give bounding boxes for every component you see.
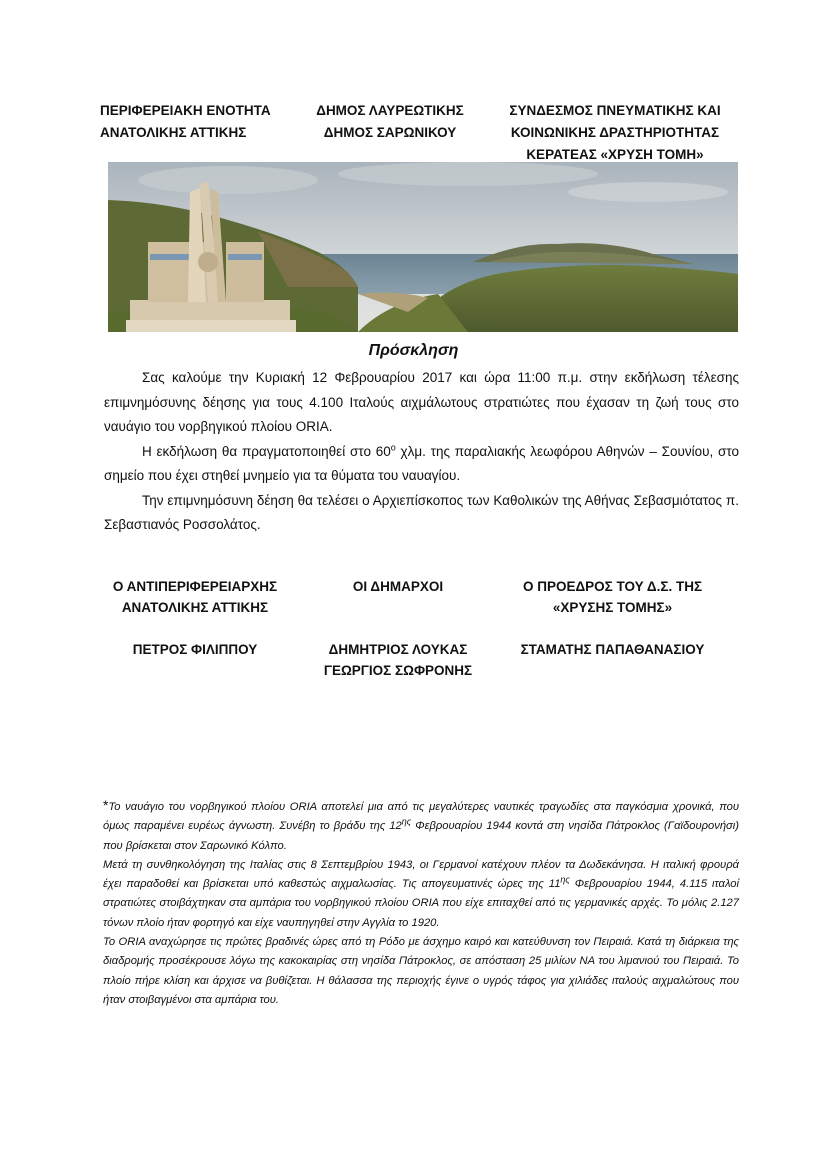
signature-middle-name-2: ΓΕΩΡΓΙΟΣ ΣΩΦΡΟΝΗΣ	[323, 663, 473, 678]
footnote-paragraph-1	[103, 796, 739, 856]
body-paragraph-1: Σας καλούμε την Κυριακή 12 Φεβρουαρίου 2017 και ώρα 11:00 π.μ. στην εκδήλωση τέλεσης επιμνημόσυνης δέησης για τους 4.100 Ιταλούς αιχμάλωτους στρατιώτες που έχασαν τη ζωή τους στο ναυάγιο του νορβηγικού πλοίου ORIA.	[104, 370, 739, 434]
historical-footnote	[103, 796, 739, 1010]
header-left-line-1: ΠΕΡΙΦΕΡΕΙΑΚΗ ΕΝΟΤΗΤΑ	[100, 103, 271, 118]
signature-right-title-2: «ΧΡΥΣΗΣ ΤΟΜΗΣ»	[552, 600, 673, 615]
footnote-p1-start: Το ναυάγιο του νορβηγικού πλοίου ORIA αποτελεί μια από τις μεγαλύτερες ναυτικές τραγωδίες στα παγκόσμια χρονικά, που όμως παραμένει ευρέως άγνωστη. Συνέβη το βράδυ της 12	[103, 801, 739, 833]
footnote-paragraph-3: Το ORIA αναχώρησε τις πρώτες βραδινές ώρες από τη Ρόδο με άσχημο καιρό και κατεύθυνση τον Πειραιά. Κατά τη διάρκεια της διαδρομής προσέκρουσε λόγω της κακοκαιρίας στη νησίδα Πάτροκλος, σε απόσταση 25 μιλίων ΝΑ του λιμανιού του Πειραιά. Το πλοίο πήρε κλίση και άρχισε να βυθίζεται. Η θάλασσα της περιοχής έγινε ο υγρός τάφος για χιλιάδες ιταλούς αιχμαλώτους που ήταν στοιβαγμένοι στα αμπάρια του.	[103, 936, 739, 1006]
header-middle-line-2: ΔΗΜΟΣ ΣΑΡΩΝΙΚΟΥ	[323, 125, 457, 140]
signature-right-name: ΣΤΑΜΑΤΗΣ ΠΑΠΑΘΑΝΑΣΙΟΥ	[520, 642, 705, 657]
footnote-p1-superscript: ης	[401, 816, 412, 827]
signature-mayors	[298, 576, 498, 681]
footnote-paragraph-2	[103, 856, 739, 933]
signature-right-title-1: Ο ΠΡΟΕΔΡΟΣ ΤΟΥ Δ.Σ. ΤΗΣ	[522, 579, 703, 594]
body-paragraph-3: Την επιμνημόσυνη δέηση θα τελέσει ο Αρχιεπίσκοπος των Καθολικών της Αθήνας Σεβασμιότατος π. Σεβαστιανός Ροσσολάτος.	[104, 492, 739, 532]
footnote-p1-end: Φεβρουαρίου 1944 κοντά στη νησίδα Πάτροκλος (Γαϊδουρονήσι) που βρίσκεται στον Σαρωνικό Κόλπο.	[103, 820, 739, 852]
invitation-body	[104, 366, 739, 538]
footnote-asterisk: *	[103, 797, 109, 813]
signature-middle-title: ΟΙ ΔΗΜΑΡΧΟΙ	[352, 579, 444, 594]
header-right-line-2: ΚΟΙΝΩΝΙΚΗΣ ΔΡΑΣΤΗΡΙΟΤΗΤΑΣ	[510, 125, 720, 140]
signature-left-title-1: Ο ΑΝΤΙΠΕΡΙΦΕΡΕΙΑΡΧΗΣ	[112, 579, 278, 594]
signature-middle-spacer	[298, 597, 498, 618]
header-right-line-1: ΣΥΝΔΕΣΜΟΣ ΠΝΕΥΜΑΤΙΚΗΣ ΚΑΙ	[509, 103, 721, 118]
body-p2-end: χλμ. της παραλιακής λεωφόρου Αθηνών – Σουνίου, στο σημείο που έχει στηθεί μνημείο για τα θύματα του ναυαγίου.	[104, 443, 739, 483]
degree-superscript: ο	[390, 442, 396, 452]
header-municipalities	[300, 100, 480, 144]
header-middle-line-1: ΔΗΜΟΣ ΛΑΥΡΕΩΤΙΚΗΣ	[316, 103, 464, 118]
body-paragraph-2	[104, 440, 739, 489]
signature-deputy-governor	[100, 576, 290, 660]
footnote-p2-start: Μετά τη συνθηκολόγηση της Ιταλίας στις 8 Σεπτεμβρίου 1943, οι Γερμανοί κατέχουν πλέον τα Δωδεκάνησα. Η ιταλική φρουρά έχει παραδοθεί και βρίσκεται υπό καθεστώς αιχμαλωσίας. Τις απογευματινές ώρες της 11	[103, 858, 739, 891]
signature-association-president	[505, 576, 720, 660]
signature-left-name: ΠΕΤΡΟΣ ΦΙΛΙΠΠΟΥ	[132, 642, 258, 657]
header-right-line-3: ΚΕΡΑΤΕΑΣ «ΧΡΥΣΗ ΤΟΜΗ»	[526, 147, 704, 162]
body-p2-start: Η εκδήλωση θα πραγματοποιηθεί στο 60	[142, 443, 391, 459]
signature-left-title-2: ΑΝΑΤΟΛΙΚΗΣ ΑΤΤΙΚΗΣ	[121, 600, 269, 615]
header-association	[495, 100, 735, 166]
footnote-p2-end: Φεβρουαρίου 1944, 4.115 ιταλοί στρατιώτες στοιβάχτηκαν στα αμπάρια του νορβηγικού πλοίου ORIA που είχε επιταχθεί από τις γερμανικές αρχές. Το μόλις 2.127 τόνων πλοίο ήταν φορτηγό και είχε ναυπηγηθεί στην Αγγλία το 1920.	[103, 878, 739, 929]
header-left-line-2: ΑΝΑΤΟΛΙΚΗΣ ΑΤΤΙΚΗΣ	[100, 125, 247, 140]
header-regional-unit	[100, 100, 278, 144]
invitation-title: Πρόσκληση	[368, 342, 459, 359]
footnote-p2-superscript: ης	[560, 874, 570, 885]
signature-middle-name-1: ΔΗΜΗΤΡΙΟΣ ΛΟΥΚΑΣ	[328, 642, 468, 657]
memorial-panorama-photo	[108, 162, 738, 332]
